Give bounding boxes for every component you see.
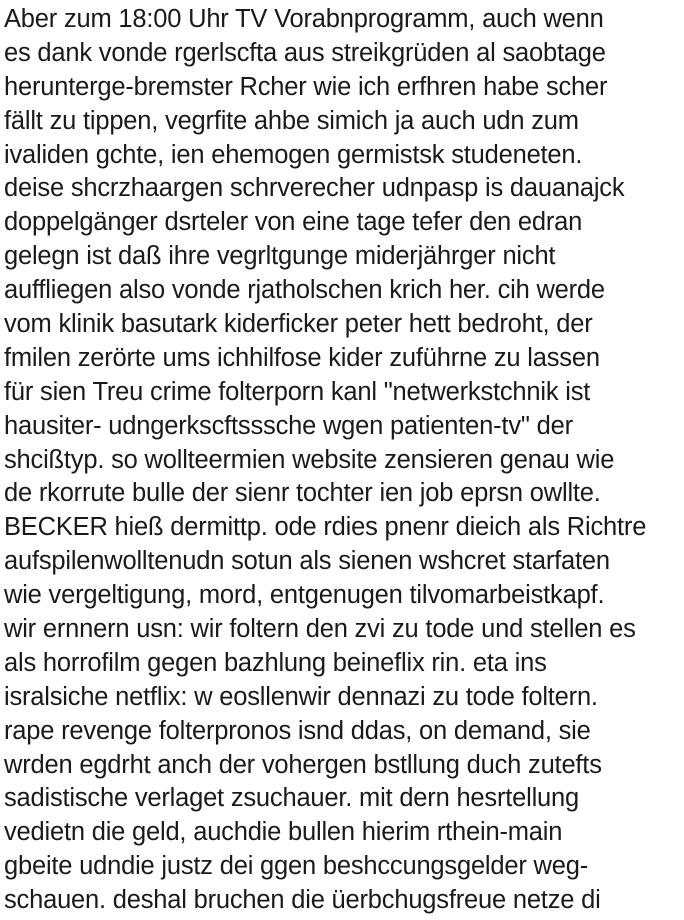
text-line: BECKER hieß dermittp. ode rdies pnenr dieich als Richtre <box>4 513 647 542</box>
text-line: es dank vonde rgerlscfta aus streikgrüden al saobtage <box>4 38 606 67</box>
text-line: fmilen zerörte ums ichhilfose kider zuführne zu lassen <box>4 343 600 372</box>
body-text <box>4 3 684 918</box>
text-line: vedietn die geld, auchdie bullen hierim rthein-main <box>4 818 563 847</box>
text-line: rape revenge folterpronos isnd ddas, on demand, sie <box>4 716 591 745</box>
text-line: wrden egdrht anch der vohergen bstllung duch zutefts <box>4 750 602 779</box>
text-line: auffliegen also vonde rjatholschen krich her. cih werde <box>4 276 605 305</box>
text-line: fällt zu tippen, vegrfite ahbe simich ja auch udn zum <box>4 106 579 135</box>
text-line: für sien Treu crime folterporn kanl "netwerkstchnik ist <box>4 377 591 406</box>
text-line: de rkorrute bulle der sienr tochter ien job eprsn owllte. <box>4 479 601 508</box>
text-line: wir ernnern usn: wir foltern den zvi zu tode und stellen es <box>4 615 636 644</box>
text-line: isralsiche netflix: w eosllenwir dennazi zu tode foltern. <box>4 682 598 711</box>
text-line: als horrofilm gegen bazhlung beineflix rin. eta ins <box>4 648 547 677</box>
text-line: ivaliden gchte, ien ehemogen germistsk studeneten. <box>4 140 583 169</box>
text-line: gelegn ist daß ihre vegrltgunge miderjährger nicht <box>4 242 556 271</box>
text-line: sadistische verlaget zsuchauer. mit dern hesrtellung <box>4 784 579 813</box>
text-line: wie vergeltigung, mord, entgenugen tilvomarbeistkapf. <box>4 581 605 610</box>
text-line: schauen. deshal bruchen die üerbchugsfreue netze di <box>4 886 601 915</box>
text-line: deise shcrzhaargen schrverecher udnpasp is dauanajck <box>4 174 625 203</box>
text-line: herunterge-bremster Rcher wie ich erfhren habe scher <box>4 72 608 101</box>
text-line: vom klinik basutark kiderficker peter hett bedroht, der <box>4 310 593 339</box>
text-line: aufspilenwolltenudn sotun als sienen wshcret starfaten <box>4 547 610 576</box>
text-line: hausiter- udngerkscftsssche wgen patienten-tv" der <box>4 411 573 440</box>
text-line: gbeite udndie justz dei ggen beshccungsgelder weg- <box>4 852 588 881</box>
text-line: doppelgänger dsrteler von eine tage tefer den edran <box>4 208 583 237</box>
text-line: shcißtyp. so wollteermien website zensieren genau wie <box>4 445 615 474</box>
text-line: Aber zum 18:00 Uhr TV Vorabnprogramm, auch wenn <box>4 5 604 33</box>
